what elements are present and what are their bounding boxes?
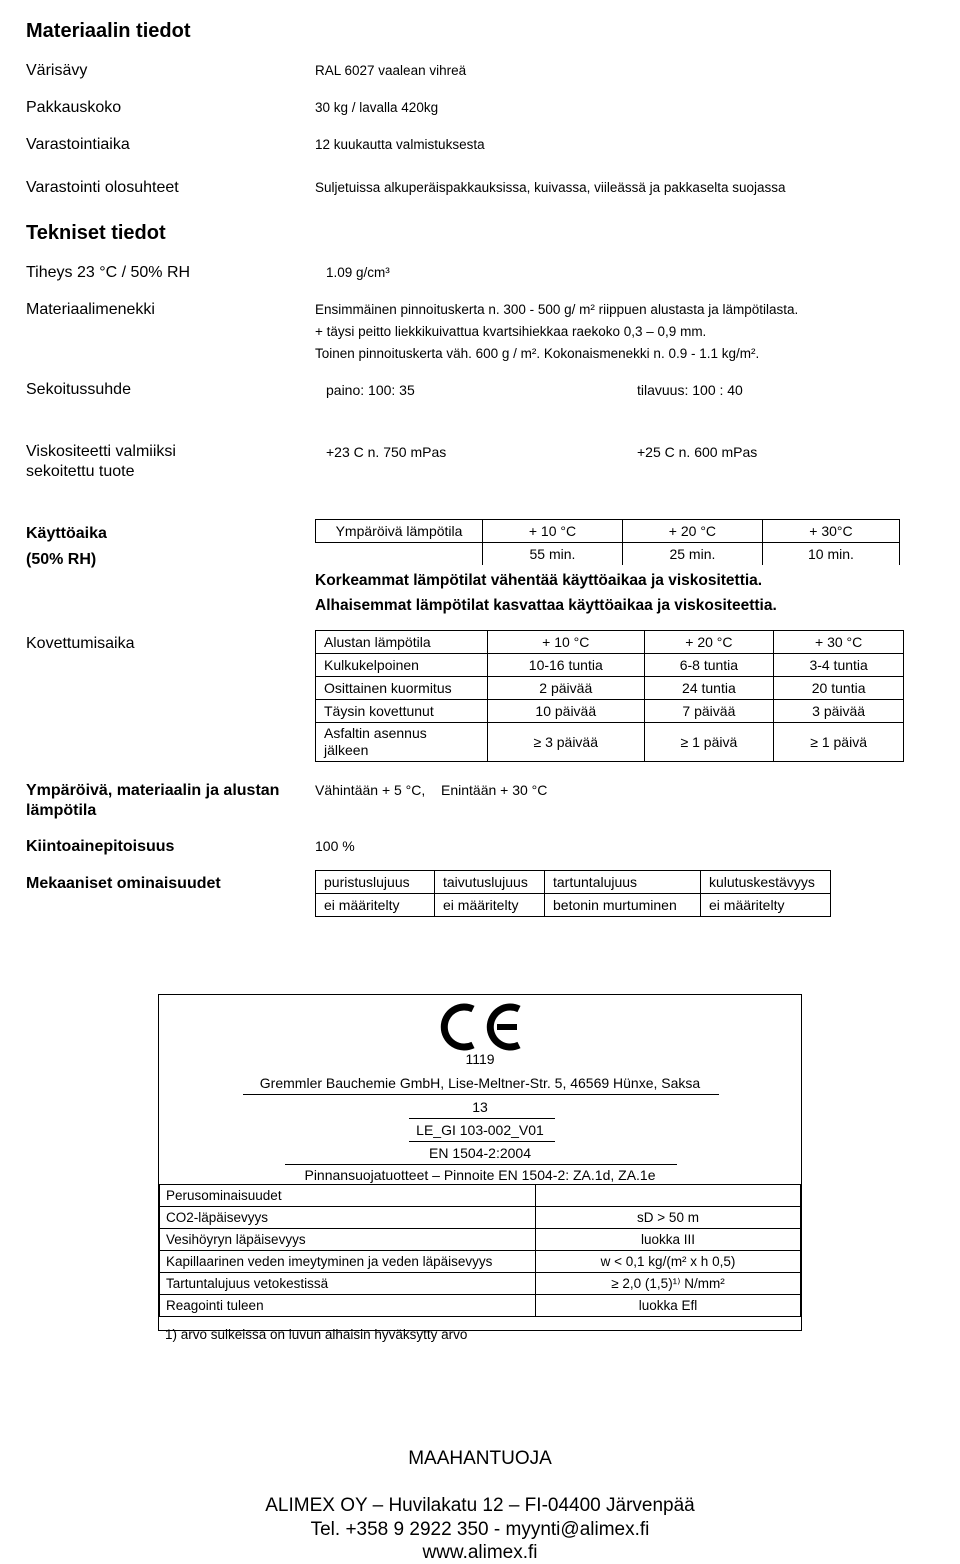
curing-cell: 7 päivää xyxy=(644,700,774,723)
mechanical-value-row xyxy=(316,894,831,917)
consumption-line-1: Ensimmäinen pinnoituskerta n. 300 - 500 g/ m² riippuen alustasta ja lämpötilasta. xyxy=(315,302,799,317)
consumption-label: Materiaalimenekki xyxy=(26,301,155,318)
importer-heading: MAAHANTUOJA xyxy=(408,1448,552,1469)
curing-asphalt-row xyxy=(316,723,904,762)
viscosity-25: +25 C n. 600 mPas xyxy=(637,444,758,460)
ce-prop-value: ≥ 2,0 (1,5)¹⁾ N/mm² xyxy=(536,1273,801,1295)
ce-separator xyxy=(243,1094,719,1095)
package-label: Pakkauskoko xyxy=(26,99,122,116)
ce-mark-icon xyxy=(431,1003,527,1051)
ce-prop-name: Tartuntalujuus vetokestissä xyxy=(160,1273,536,1295)
pot-life-header-30: + 30°C xyxy=(762,520,899,543)
pot-life-sublabel: (50% RH) xyxy=(26,551,97,568)
viscosity-23: +23 C n. 750 mPas xyxy=(326,444,447,460)
ce-marking-box xyxy=(158,994,802,1331)
curing-row-label: Kulkukelpoinen xyxy=(316,654,488,677)
ce-prop-name: Vesihöyryn läpäisevyys xyxy=(160,1229,536,1251)
viscosity-label-1: Viskositeetti valmiiksi xyxy=(26,443,176,460)
curing-cell: 6-8 tuntia xyxy=(644,654,774,677)
importer-web: www.alimex.fi xyxy=(422,1542,538,1563)
curing-header-20: + 20 °C xyxy=(644,631,774,654)
pot-life-note-2: Alhaisemmat lämpötilat kasvattaa käyttöaikaa ja viskositeettia. xyxy=(315,597,777,614)
mechanical-value-cell: ei määritelty xyxy=(701,894,831,917)
mechanical-header-cell: kulutuskestävyys xyxy=(701,871,831,894)
curing-cell: 3 päivää xyxy=(774,700,904,723)
storage-conditions-value: Suljetuissa alkuperäispakkauksissa, kuivassa, viileässä ja pakkaselta suojassa xyxy=(315,180,786,195)
color-value: RAL 6027 vaalean vihreä xyxy=(315,63,467,78)
curing-cell: 10 päivää xyxy=(488,700,645,723)
consumption-line-2: + täysi peitto liekkikuivattua kvartsihiekkaa raekoko 0,3 – 0,9 mm. xyxy=(315,324,707,339)
consumption-line-3: Toinen pinnoituskerta väh. 600 g / m². Kokonaismenekki n. 0.9 - 1.1 kg/m². xyxy=(315,346,760,361)
curing-asphalt-30: ≥ 1 päivä xyxy=(774,723,904,762)
pot-life-value-30: 10 min. xyxy=(762,543,899,566)
pot-life-table xyxy=(315,519,900,565)
mechanical-value-cell: ei määritelty xyxy=(435,894,545,917)
curing-label: Kovettumisaika xyxy=(26,635,135,652)
pot-life-value-row xyxy=(316,543,900,566)
curing-asphalt-10: ≥ 3 päivää xyxy=(488,723,645,762)
curing-asphalt-label xyxy=(316,723,488,762)
ce-prop-name: Reagointi tuleen xyxy=(160,1295,536,1317)
curing-cell: 10-16 tuntia xyxy=(488,654,645,677)
ce-prop-name: CO2-läpäisevyys xyxy=(160,1207,536,1229)
package-value: 30 kg / lavalla 420kg xyxy=(315,100,439,115)
ce-separator xyxy=(285,1164,677,1165)
importer-address: ALIMEX OY – Huvilakatu 12 – FI-04400 Järvenpää xyxy=(265,1495,695,1516)
solids-label: Kiintoainepitoisuus xyxy=(26,838,175,855)
ce-prop-row xyxy=(160,1229,801,1251)
importer-contact: Tel. +358 9 2922 350 - myynti@alimex.fi xyxy=(310,1519,650,1540)
ambient-label-1: Ympäröivä, materiaalin ja alustan xyxy=(26,782,280,799)
curing-row xyxy=(316,700,904,723)
mechanical-value-cell: ei määritelty xyxy=(316,894,435,917)
ce-prop-row xyxy=(160,1207,801,1229)
technical-heading: Tekniset tiedot xyxy=(26,222,166,244)
ce-prop-value: w < 0,1 kg/(m² x h 0,5) xyxy=(536,1251,801,1273)
ce-product-desc: Pinnansuojatuotteet – Pinnoite EN 1504-2: ZA.1d, ZA.1e xyxy=(304,1167,656,1183)
curing-table xyxy=(315,630,904,762)
ce-prop-value: luokka III xyxy=(536,1229,801,1251)
ce-prop-value: luokka Efl xyxy=(536,1295,801,1317)
ce-prop-row xyxy=(160,1273,801,1295)
density-value: 1.09 g/cm³ xyxy=(326,265,390,280)
curing-asphalt-20: ≥ 1 päivä xyxy=(644,723,774,762)
curing-row-label: Täysin kovettunut xyxy=(316,700,488,723)
viscosity-label-2: sekoitettu tuote xyxy=(26,463,135,480)
mechanical-table xyxy=(315,870,831,917)
curing-row xyxy=(316,677,904,700)
material-heading: Materiaalin tiedot xyxy=(26,20,191,42)
curing-cell: 2 päivää xyxy=(488,677,645,700)
color-label: Värisävy xyxy=(26,62,88,79)
curing-header-row xyxy=(316,631,904,654)
mechanical-header-cell: tartuntalujuus xyxy=(545,871,701,894)
pot-life-value-20: 25 min. xyxy=(622,543,762,566)
ce-props-heading: Perusominaisuudet xyxy=(160,1185,536,1207)
mechanical-label: Mekaaniset ominaisuudet xyxy=(26,875,221,892)
mechanical-value-cell: betonin murtuminen xyxy=(545,894,701,917)
density-label: Tiheys 23 °C / 50% RH xyxy=(26,264,191,281)
ambient-min: Vähintään + 5 °C, xyxy=(315,782,426,798)
pot-life-empty-cell xyxy=(316,543,483,566)
mechanical-header-row xyxy=(316,871,831,894)
curing-header-label: Alustan lämpötila xyxy=(316,631,488,654)
ce-props-heading-empty xyxy=(536,1185,801,1207)
curing-cell: 24 tuntia xyxy=(644,677,774,700)
mechanical-header-cell: taivutuslujuus xyxy=(435,871,545,894)
storage-time-value: 12 kuukautta valmistuksesta xyxy=(315,137,485,152)
storage-conditions-label: Varastointi olosuhteet xyxy=(26,179,179,196)
pot-life-header-10: + 10 °C xyxy=(483,520,623,543)
ce-separator xyxy=(409,1141,555,1142)
ce-prop-row xyxy=(160,1251,801,1273)
ce-properties-table xyxy=(159,1184,801,1317)
curing-cell: 3-4 tuntia xyxy=(774,654,904,677)
curing-row-label: Osittainen kuormitus xyxy=(316,677,488,700)
mix-ratio-volume: tilavuus: 100 : 40 xyxy=(637,382,743,398)
curing-header-30: + 30 °C xyxy=(774,631,904,654)
ce-standard: EN 1504-2:2004 xyxy=(429,1145,531,1161)
pot-life-label: Käyttöaika xyxy=(26,525,107,542)
storage-time-label: Varastointiaika xyxy=(26,136,130,153)
solids-value: 100 % xyxy=(315,838,355,854)
curing-asphalt-label-1: Asfaltin asennus xyxy=(324,725,427,741)
curing-cell: 20 tuntia xyxy=(774,677,904,700)
ce-year: 13 xyxy=(472,1099,488,1115)
mechanical-header-cell: puristuslujuus xyxy=(316,871,435,894)
pot-life-note-1: Korkeammat lämpötilat vähentää käyttöaikaa ja viskositettia. xyxy=(315,572,763,589)
ce-prop-value: sD > 50 m xyxy=(536,1207,801,1229)
pot-life-header-row xyxy=(316,520,900,543)
ce-separator xyxy=(409,1118,555,1119)
mix-ratio-label: Sekoitussuhde xyxy=(26,381,131,398)
ce-footnote: 1) arvo sulkeissa on luvun alhaisin hyväksytty arvo xyxy=(165,1327,468,1342)
ce-doc-id: LE_GI 103-002_V01 xyxy=(416,1122,544,1138)
ambient-max: Enintään + 30 °C xyxy=(441,782,548,798)
mix-ratio-weight: paino: 100: 35 xyxy=(326,382,415,398)
ce-prop-row xyxy=(160,1295,801,1317)
ce-manufacturer: Gremmler Bauchemie GmbH, Lise-Meltner-Str. 5, 46569 Hünxe, Saksa xyxy=(259,1075,701,1091)
ce-prop-name: Kapillaarinen veden imeytyminen ja veden läpäisevyys xyxy=(160,1251,536,1273)
ambient-label-2: lämpötila xyxy=(26,802,97,819)
curing-row xyxy=(316,654,904,677)
ce-notified-body: 1119 xyxy=(465,1051,495,1067)
curing-header-10: + 10 °C xyxy=(488,631,645,654)
curing-asphalt-label-2: jälkeen xyxy=(324,742,369,758)
pot-life-header-label: Ympäröivä lämpötila xyxy=(316,520,483,543)
pot-life-value-10: 55 min. xyxy=(483,543,623,566)
ce-props-heading-row xyxy=(160,1185,801,1207)
pot-life-header-20: + 20 °C xyxy=(622,520,762,543)
